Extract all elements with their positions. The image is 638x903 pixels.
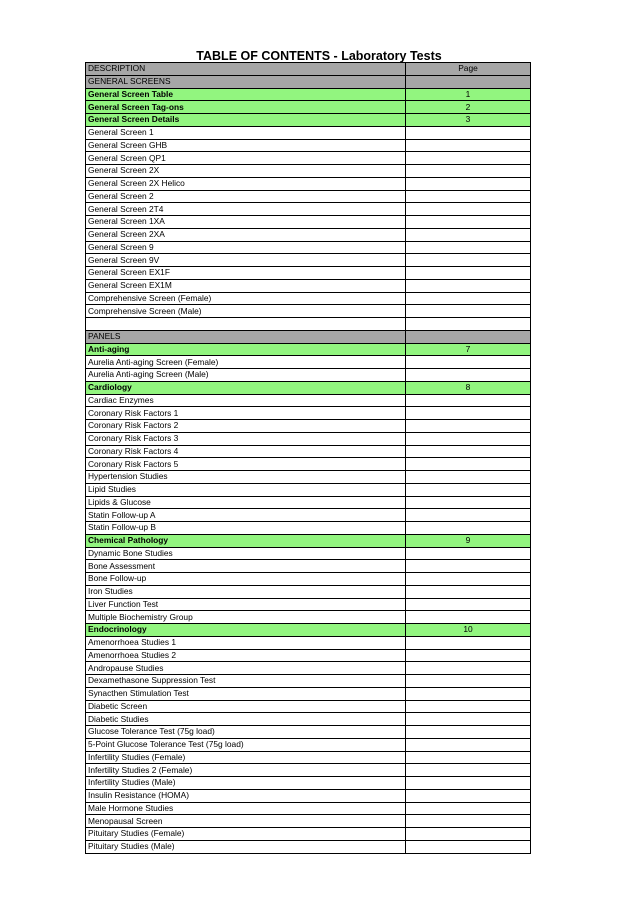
row-description: Insulin Resistance (HOMA)	[86, 789, 406, 802]
row-description: Endocrinology	[86, 624, 406, 637]
row-description: Iron Studies	[86, 585, 406, 598]
row-page-number	[406, 840, 531, 853]
row-page-number	[406, 675, 531, 688]
table-row	[86, 126, 531, 139]
table-row	[86, 573, 531, 586]
row-description: General Screen QP1	[86, 152, 406, 165]
row-description: General Screen 2X	[86, 165, 406, 178]
row-page-number	[406, 126, 531, 139]
row-page-number	[406, 649, 531, 662]
row-page-number	[406, 611, 531, 624]
table-row	[86, 369, 531, 382]
table-row	[86, 356, 531, 369]
table-row	[86, 751, 531, 764]
row-description: Infertility Studies 2 (Female)	[86, 764, 406, 777]
description-column-header: DESCRIPTION	[86, 63, 406, 76]
table-row	[86, 292, 531, 305]
table-row	[86, 458, 531, 471]
row-description: General Screen 2X Helico	[86, 177, 406, 190]
table-row	[86, 165, 531, 178]
row-description: Dexamethasone Suppression Test	[86, 675, 406, 688]
row-page-number	[406, 139, 531, 152]
row-description: Infertility Studies (Female)	[86, 751, 406, 764]
table-row	[86, 687, 531, 700]
table-row	[86, 777, 531, 790]
table-row	[86, 305, 531, 318]
row-page-number	[406, 687, 531, 700]
row-page-number	[406, 815, 531, 828]
table-row	[86, 522, 531, 535]
table-row	[86, 139, 531, 152]
table-row	[86, 496, 531, 509]
row-page-number	[406, 636, 531, 649]
row-page-number	[406, 662, 531, 675]
row-description: Infertility Studies (Male)	[86, 777, 406, 790]
category-row	[86, 381, 531, 394]
row-page-number: 10	[406, 624, 531, 637]
table-row	[86, 738, 531, 751]
document-title: TABLE OF CONTENTS - Laboratory Tests	[196, 49, 442, 63]
row-page-number	[406, 279, 531, 292]
row-page-number	[406, 445, 531, 458]
row-description: Coronary Risk Factors 2	[86, 420, 406, 433]
table-row	[86, 713, 531, 726]
table-row	[86, 216, 531, 229]
row-description: Dynamic Bone Studies	[86, 547, 406, 560]
row-page-number	[406, 560, 531, 573]
row-description: Chemical Pathology	[86, 534, 406, 547]
table-row	[86, 228, 531, 241]
row-description: Bone Follow-up	[86, 573, 406, 586]
row-page-number	[406, 152, 531, 165]
table-row	[86, 203, 531, 216]
row-description: General Screen 2	[86, 190, 406, 203]
row-page-number: 1	[406, 88, 531, 101]
table-row	[86, 152, 531, 165]
row-description: Statin Follow-up B	[86, 522, 406, 535]
row-description	[86, 318, 406, 331]
row-page-number	[406, 751, 531, 764]
table-row	[86, 420, 531, 433]
row-description: Statin Follow-up A	[86, 509, 406, 522]
table-row	[86, 585, 531, 598]
row-description: General Screen EX1M	[86, 279, 406, 292]
row-page-number	[406, 738, 531, 751]
table-row	[86, 509, 531, 522]
row-description: Cardiology	[86, 381, 406, 394]
row-description: Coronary Risk Factors 5	[86, 458, 406, 471]
row-description: PANELS	[86, 330, 406, 343]
table-row	[86, 649, 531, 662]
table-row	[86, 636, 531, 649]
row-page-number	[406, 254, 531, 267]
row-page-number	[406, 789, 531, 802]
row-description: General Screen GHB	[86, 139, 406, 152]
row-page-number	[406, 458, 531, 471]
table-row	[86, 407, 531, 420]
row-page-number	[406, 216, 531, 229]
row-description: Anti-aging	[86, 343, 406, 356]
category-row	[86, 343, 531, 356]
row-page-number	[406, 330, 531, 343]
row-description: Male Hormone Studies	[86, 802, 406, 815]
row-description: Lipids & Glucose	[86, 496, 406, 509]
row-description: Diabetic Screen	[86, 700, 406, 713]
row-description: General Screen 9	[86, 241, 406, 254]
row-page-number	[406, 471, 531, 484]
category-row	[86, 88, 531, 101]
section-header-row	[86, 75, 531, 88]
row-page-number	[406, 573, 531, 586]
category-row	[86, 534, 531, 547]
row-description: General Screen Table	[86, 88, 406, 101]
contents-table	[85, 62, 531, 854]
row-description: GENERAL SCREENS	[86, 75, 406, 88]
row-description: Multiple Biochemistry Group	[86, 611, 406, 624]
row-description: General Screen 9V	[86, 254, 406, 267]
table-row	[86, 828, 531, 841]
blank-row	[86, 318, 531, 331]
table-row	[86, 675, 531, 688]
row-page-number	[406, 75, 531, 88]
row-description: Lipid Studies	[86, 483, 406, 496]
row-description: Cardiac Enzymes	[86, 394, 406, 407]
table-row	[86, 598, 531, 611]
row-description: Bone Assessment	[86, 560, 406, 573]
row-description: Pituitary Studies (Female)	[86, 828, 406, 841]
row-page-number	[406, 420, 531, 433]
table-row	[86, 611, 531, 624]
category-row	[86, 624, 531, 637]
row-description: Coronary Risk Factors 3	[86, 432, 406, 445]
row-description: General Screen 2XA	[86, 228, 406, 241]
row-description: Comprehensive Screen (Male)	[86, 305, 406, 318]
row-page-number	[406, 407, 531, 420]
row-description: Aurelia Anti-aging Screen (Male)	[86, 369, 406, 382]
row-page-number	[406, 483, 531, 496]
table-header-row	[86, 63, 531, 76]
row-page-number	[406, 203, 531, 216]
row-page-number: 9	[406, 534, 531, 547]
table-row	[86, 177, 531, 190]
table-row	[86, 560, 531, 573]
table-row	[86, 840, 531, 853]
row-page-number: 3	[406, 114, 531, 127]
row-description: General Screen 1	[86, 126, 406, 139]
row-description: Coronary Risk Factors 1	[86, 407, 406, 420]
row-description: Diabetic Studies	[86, 713, 406, 726]
row-page-number	[406, 369, 531, 382]
row-page-number	[406, 356, 531, 369]
row-description: General Screen EX1F	[86, 267, 406, 280]
row-description: Hypertension Studies	[86, 471, 406, 484]
row-page-number	[406, 713, 531, 726]
table-row	[86, 815, 531, 828]
row-description: General Screen Details	[86, 114, 406, 127]
row-page-number	[406, 522, 531, 535]
row-page-number: 2	[406, 101, 531, 114]
table-row	[86, 279, 531, 292]
row-description: Coronary Risk Factors 4	[86, 445, 406, 458]
row-page-number	[406, 585, 531, 598]
table-row	[86, 254, 531, 267]
row-page-number	[406, 190, 531, 203]
row-description: Glucose Tolerance Test (75g load)	[86, 726, 406, 739]
row-description: Aurelia Anti-aging Screen (Female)	[86, 356, 406, 369]
table-row	[86, 190, 531, 203]
row-description: General Screen Tag-ons	[86, 101, 406, 114]
row-page-number	[406, 598, 531, 611]
table-row	[86, 445, 531, 458]
row-page-number	[406, 292, 531, 305]
row-description: 5-Point Glucose Tolerance Test (75g load)	[86, 738, 406, 751]
table-row	[86, 700, 531, 713]
row-page-number	[406, 394, 531, 407]
table-row	[86, 267, 531, 280]
row-description: General Screen 2T4	[86, 203, 406, 216]
row-description: Liver Function Test	[86, 598, 406, 611]
table-row	[86, 789, 531, 802]
row-description: Menopausal Screen	[86, 815, 406, 828]
table-row	[86, 471, 531, 484]
table-body	[86, 75, 531, 853]
category-row	[86, 101, 531, 114]
row-page-number	[406, 228, 531, 241]
row-description: Synacthen Stimulation Test	[86, 687, 406, 700]
category-row	[86, 114, 531, 127]
row-description: Comprehensive Screen (Female)	[86, 292, 406, 305]
row-page-number	[406, 726, 531, 739]
page-column-header: Page	[406, 63, 531, 76]
table-row	[86, 662, 531, 675]
table-row	[86, 432, 531, 445]
row-page-number	[406, 496, 531, 509]
row-page-number	[406, 547, 531, 560]
row-page-number: 7	[406, 343, 531, 356]
row-description: Amenorrhoea Studies 1	[86, 636, 406, 649]
row-page-number	[406, 305, 531, 318]
row-page-number	[406, 318, 531, 331]
table-row	[86, 802, 531, 815]
table-row	[86, 394, 531, 407]
row-description: Pituitary Studies (Male)	[86, 840, 406, 853]
row-page-number	[406, 509, 531, 522]
row-description: Andropause Studies	[86, 662, 406, 675]
row-page-number	[406, 267, 531, 280]
row-page-number	[406, 777, 531, 790]
table-row	[86, 726, 531, 739]
row-page-number	[406, 700, 531, 713]
table-row	[86, 483, 531, 496]
row-page-number	[406, 828, 531, 841]
row-page-number	[406, 165, 531, 178]
table-row	[86, 547, 531, 560]
row-page-number	[406, 432, 531, 445]
row-page-number	[406, 802, 531, 815]
row-description: Amenorrhoea Studies 2	[86, 649, 406, 662]
table-row	[86, 764, 531, 777]
table-row	[86, 241, 531, 254]
row-description: General Screen 1XA	[86, 216, 406, 229]
row-page-number: 8	[406, 381, 531, 394]
row-page-number	[406, 241, 531, 254]
row-page-number	[406, 177, 531, 190]
row-page-number	[406, 764, 531, 777]
section-header-row	[86, 330, 531, 343]
